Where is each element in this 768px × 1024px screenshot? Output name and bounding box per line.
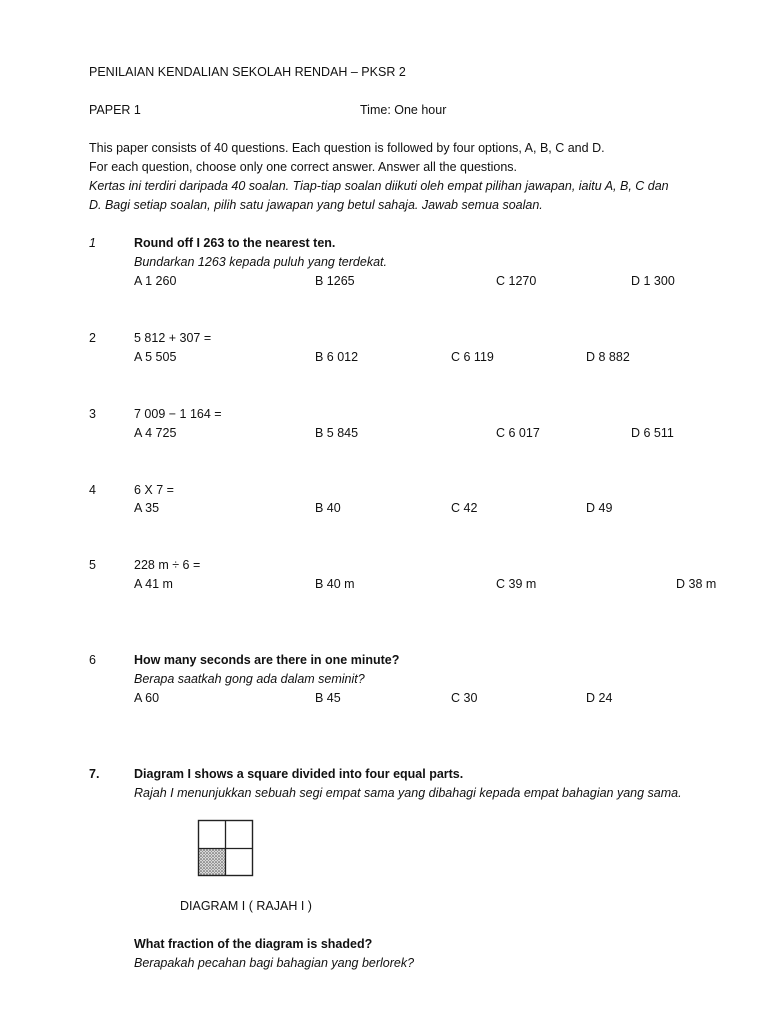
instructions-en-line1: This paper consists of 40 questions. Each question is followed by four options, A, B, C and D. (89, 141, 605, 155)
document-title: PENILAIAN KENDALIAN SEKOLAH RENDAH – PKSR 2 (89, 65, 406, 79)
instructions-ms-line1: Kertas ini terdiri daripada 40 soalan. Tiap-tiap soalan diikuti oleh empat pilihan jawapan, iaitu A, B, C dan (89, 179, 669, 193)
question-4-option-a[interactable]: A 35 (134, 501, 160, 515)
diagram-shaded-part (199, 849, 226, 876)
question-3-option-c[interactable]: C 6 017 (496, 426, 540, 440)
question-1-number: 1 (89, 236, 96, 250)
diagram-caption: DIAGRAM I ( RAJAH I ) (180, 899, 312, 913)
question-2-option-a[interactable]: A 5 505 (134, 350, 177, 364)
question-2-text: 5 812 + 307 = (134, 331, 212, 345)
question-1-option-a[interactable]: A 1 260 (134, 274, 177, 288)
question-5-number: 5 (89, 558, 96, 572)
question-6-option-c[interactable]: C 30 (451, 691, 478, 705)
diagram-square (197, 819, 254, 877)
question-1-option-d[interactable]: D 1 300 (631, 274, 675, 288)
question-5-option-b[interactable]: B 40 m (315, 577, 355, 591)
question-3-option-d[interactable]: D 6 511 (631, 426, 674, 440)
instructions-en-line2: For each question, choose only one correct answer. Answer all the questions. (89, 160, 518, 174)
question-6-translation: Berapa saatkah gong ada dalam seminit? (134, 672, 365, 686)
question-7-prompt-translation: Berapakah pecahan bagi bahagian yang berlorek? (134, 956, 415, 970)
question-5-option-d[interactable]: D 38 m (676, 577, 717, 591)
question-3-text: 7 009 − 1 164 = (134, 407, 222, 421)
question-3-number: 3 (89, 407, 96, 421)
question-1-option-b[interactable]: B 1265 (315, 274, 355, 288)
question-4-option-c[interactable]: C 42 (451, 501, 478, 515)
question-4-option-d[interactable]: D 49 (586, 501, 613, 515)
time-label: Time: One hour (360, 103, 447, 117)
question-1-option-c[interactable]: C 1270 (496, 274, 537, 288)
question-6-text: How many seconds are there in one minute? (134, 653, 400, 667)
question-6-option-b[interactable]: B 45 (315, 691, 341, 705)
question-1-text: Round off I 263 to the nearest ten. (134, 236, 336, 250)
question-3-option-a[interactable]: A 4 725 (134, 426, 177, 440)
question-6-option-d[interactable]: D 24 (586, 691, 613, 705)
question-6-option-a[interactable]: A 60 (134, 691, 160, 705)
question-5-option-c[interactable]: C 39 m (496, 577, 537, 591)
paper-label: PAPER 1 (89, 103, 141, 117)
question-4-text: 6 X 7 = (134, 483, 174, 497)
question-5-option-a[interactable]: A 41 m (134, 577, 173, 591)
question-7-translation: Rajah I menunjukkan sebuah segi empat sama yang dibahagi kepada empat bahagian yang sama. (134, 786, 682, 800)
question-7-number: 7. (89, 767, 100, 781)
question-7-text: Diagram I shows a square divided into four equal parts. (134, 767, 464, 781)
instructions-ms-line2: D. Bagi setiap soalan, pilih satu jawapan yang betul sahaja. Jawab semua soalan. (89, 198, 543, 212)
question-2-option-b[interactable]: B 6 012 (315, 350, 359, 364)
question-5-text: 228 m ÷ 6 = (134, 558, 201, 572)
question-7-prompt: What fraction of the diagram is shaded? (134, 937, 373, 951)
question-4-option-b[interactable]: B 40 (315, 501, 341, 515)
question-6-number: 6 (89, 653, 96, 667)
question-1-translation: Bundarkan 1263 kepada puluh yang terdekat. (134, 255, 387, 269)
question-3-option-b[interactable]: B 5 845 (315, 426, 359, 440)
question-2-option-c[interactable]: C 6 119 (451, 350, 494, 364)
question-2-option-d[interactable]: D 8 882 (586, 350, 630, 364)
question-4-number: 4 (89, 483, 96, 497)
question-2-number: 2 (89, 331, 96, 345)
